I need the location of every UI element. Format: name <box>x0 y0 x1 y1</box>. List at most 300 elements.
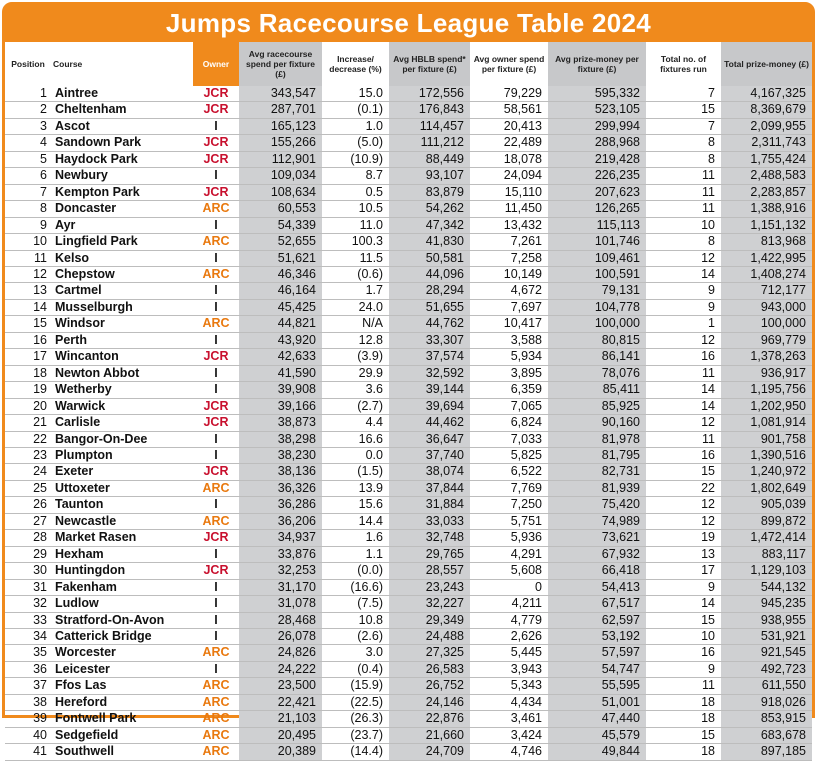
cell-increase: 0.0 <box>322 447 389 463</box>
cell-course: Ludlow <box>51 596 193 612</box>
cell-owner: JCR <box>193 563 239 579</box>
cell-hblb: 26,752 <box>389 678 470 694</box>
cell-owner-spend: 13,432 <box>470 217 548 233</box>
cell-fixtures: 15 <box>646 727 721 743</box>
cell-position: 8 <box>5 201 51 217</box>
cell-owner-spend: 5,445 <box>470 645 548 661</box>
cell-prize: 86,141 <box>548 349 646 365</box>
cell-increase: 15.6 <box>322 497 389 513</box>
cell-increase: 24.0 <box>322 299 389 315</box>
cell-total-prize: 897,185 <box>721 744 812 760</box>
cell-fixtures: 18 <box>646 744 721 760</box>
cell-course: Aintree <box>51 86 193 102</box>
cell-owner-spend: 6,522 <box>470 464 548 480</box>
cell-course: Hexham <box>51 546 193 562</box>
cell-total-prize: 1,195,756 <box>721 382 812 398</box>
cell-hblb: 32,748 <box>389 530 470 546</box>
table-row <box>5 266 812 282</box>
cell-owner: JCR <box>193 415 239 431</box>
cell-position: 24 <box>5 464 51 480</box>
cell-total-prize: 8,369,679 <box>721 102 812 118</box>
cell-fixtures: 13 <box>646 546 721 562</box>
cell-position: 38 <box>5 694 51 710</box>
cell-owner: I <box>193 546 239 562</box>
cell-course: Wincanton <box>51 349 193 365</box>
table-row <box>5 86 812 102</box>
cell-fixtures: 15 <box>646 464 721 480</box>
cell-owner-spend: 7,033 <box>470 431 548 447</box>
cell-total-prize: 1,390,516 <box>721 447 812 463</box>
cell-increase: (7.5) <box>322 596 389 612</box>
cell-increase: 16.6 <box>322 431 389 447</box>
cell-position: 32 <box>5 596 51 612</box>
cell-course: Haydock Park <box>51 151 193 167</box>
table-row <box>5 612 812 628</box>
table-row <box>5 464 812 480</box>
cell-course: Leicester <box>51 661 193 677</box>
cell-owner: I <box>193 250 239 266</box>
cell-course: Newcastle <box>51 513 193 529</box>
cell-position: 19 <box>5 382 51 398</box>
cell-fixtures: 9 <box>646 283 721 299</box>
cell-prize: 100,000 <box>548 316 646 332</box>
cell-increase: (0.6) <box>322 266 389 282</box>
cell-fixtures: 11 <box>646 201 721 217</box>
cell-total-prize: 492,723 <box>721 661 812 677</box>
header-fixtures: Total no. of fixtures run <box>646 42 721 86</box>
cell-course: Musselburgh <box>51 299 193 315</box>
cell-fixtures: 12 <box>646 415 721 431</box>
cell-prize: 57,597 <box>548 645 646 661</box>
cell-position: 23 <box>5 447 51 463</box>
cell-increase: 29.9 <box>322 365 389 381</box>
cell-prize: 104,778 <box>548 299 646 315</box>
cell-total-prize: 969,779 <box>721 332 812 348</box>
cell-owner: ARC <box>193 316 239 332</box>
cell-hblb: 88,449 <box>389 151 470 167</box>
cell-fixtures: 11 <box>646 678 721 694</box>
cell-course: Fontwell Park <box>51 711 193 727</box>
table-row <box>5 563 812 579</box>
table-row <box>5 447 812 463</box>
table-row <box>5 332 812 348</box>
cell-hblb: 54,262 <box>389 201 470 217</box>
cell-avg-spend: 38,136 <box>239 464 322 480</box>
cell-course: Huntingdon <box>51 563 193 579</box>
cell-avg-spend: 20,495 <box>239 727 322 743</box>
header-prize: Avg prize-money per fixture (£) <box>548 42 646 86</box>
cell-course: Market Rasen <box>51 530 193 546</box>
cell-prize: 85,411 <box>548 382 646 398</box>
cell-avg-spend: 41,590 <box>239 365 322 381</box>
cell-course: Perth <box>51 332 193 348</box>
cell-prize: 79,131 <box>548 283 646 299</box>
table-row <box>5 431 812 447</box>
cell-owner: JCR <box>193 530 239 546</box>
table-row <box>5 382 812 398</box>
cell-position: 27 <box>5 513 51 529</box>
cell-fixtures: 7 <box>646 86 721 102</box>
cell-avg-spend: 36,206 <box>239 513 322 529</box>
cell-position: 25 <box>5 480 51 496</box>
cell-owner-spend: 79,229 <box>470 86 548 102</box>
cell-position: 16 <box>5 332 51 348</box>
cell-prize: 81,978 <box>548 431 646 447</box>
cell-increase: 4.4 <box>322 415 389 431</box>
header-position: Position <box>5 42 51 86</box>
cell-position: 7 <box>5 184 51 200</box>
cell-avg-spend: 43,920 <box>239 332 322 348</box>
cell-total-prize: 901,758 <box>721 431 812 447</box>
cell-owner: JCR <box>193 151 239 167</box>
cell-prize: 47,440 <box>548 711 646 727</box>
header-total-prize: Total prize-money (£) <box>721 42 812 86</box>
cell-total-prize: 1,422,995 <box>721 250 812 266</box>
cell-prize: 73,621 <box>548 530 646 546</box>
cell-avg-spend: 34,937 <box>239 530 322 546</box>
header-increase: Increase/ decrease (%) <box>322 42 389 86</box>
table-row <box>5 184 812 200</box>
cell-prize: 78,076 <box>548 365 646 381</box>
cell-prize: 62,597 <box>548 612 646 628</box>
table-body <box>5 86 812 760</box>
cell-course: Hereford <box>51 694 193 710</box>
cell-position: 9 <box>5 217 51 233</box>
cell-total-prize: 2,099,955 <box>721 118 812 134</box>
cell-total-prize: 853,915 <box>721 711 812 727</box>
table-row <box>5 151 812 167</box>
cell-prize: 66,418 <box>548 563 646 579</box>
cell-owner: JCR <box>193 349 239 365</box>
cell-increase: (0.4) <box>322 661 389 677</box>
cell-avg-spend: 165,123 <box>239 118 322 134</box>
cell-hblb: 44,762 <box>389 316 470 332</box>
cell-course: Plumpton <box>51 447 193 463</box>
cell-total-prize: 2,488,583 <box>721 168 812 184</box>
cell-course: Southwell <box>51 744 193 760</box>
cell-course: Wetherby <box>51 382 193 398</box>
cell-position: 39 <box>5 711 51 727</box>
cell-hblb: 83,879 <box>389 184 470 200</box>
cell-total-prize: 1,755,424 <box>721 151 812 167</box>
table-row <box>5 480 812 496</box>
cell-owner: ARC <box>193 678 239 694</box>
cell-prize: 226,235 <box>548 168 646 184</box>
cell-course: Chepstow <box>51 266 193 282</box>
cell-owner: JCR <box>193 184 239 200</box>
cell-hblb: 26,583 <box>389 661 470 677</box>
cell-hblb: 114,457 <box>389 118 470 134</box>
header-avg-spend: Avg racecourse spend per fixture (£) <box>239 42 322 86</box>
cell-avg-spend: 26,078 <box>239 628 322 644</box>
cell-owner: I <box>193 118 239 134</box>
cell-avg-spend: 39,166 <box>239 398 322 414</box>
table-row <box>5 727 812 743</box>
cell-avg-spend: 23,500 <box>239 678 322 694</box>
cell-fixtures: 15 <box>646 612 721 628</box>
cell-fixtures: 16 <box>646 645 721 661</box>
cell-fixtures: 17 <box>646 563 721 579</box>
cell-position: 21 <box>5 415 51 431</box>
cell-course: Kelso <box>51 250 193 266</box>
cell-increase: (2.7) <box>322 398 389 414</box>
table-row <box>5 694 812 710</box>
cell-prize: 82,731 <box>548 464 646 480</box>
cell-position: 22 <box>5 431 51 447</box>
cell-total-prize: 1,240,972 <box>721 464 812 480</box>
cell-avg-spend: 46,164 <box>239 283 322 299</box>
table-row <box>5 135 812 151</box>
cell-avg-spend: 51,621 <box>239 250 322 266</box>
cell-owner: JCR <box>193 102 239 118</box>
cell-total-prize: 544,132 <box>721 579 812 595</box>
cell-owner: ARC <box>193 711 239 727</box>
cell-hblb: 32,227 <box>389 596 470 612</box>
cell-owner: I <box>193 431 239 447</box>
cell-increase: 14.4 <box>322 513 389 529</box>
cell-hblb: 44,096 <box>389 266 470 282</box>
cell-hblb: 22,876 <box>389 711 470 727</box>
cell-course: Kempton Park <box>51 184 193 200</box>
cell-increase: 3.0 <box>322 645 389 661</box>
table-row <box>5 579 812 595</box>
cell-avg-spend: 45,425 <box>239 299 322 315</box>
cell-total-prize: 938,955 <box>721 612 812 628</box>
cell-increase: (1.5) <box>322 464 389 480</box>
table-row <box>5 365 812 381</box>
cell-position: 13 <box>5 283 51 299</box>
cell-owner-spend: 3,461 <box>470 711 548 727</box>
cell-fixtures: 14 <box>646 382 721 398</box>
cell-hblb: 23,243 <box>389 579 470 595</box>
cell-avg-spend: 36,286 <box>239 497 322 513</box>
cell-fixtures: 8 <box>646 135 721 151</box>
cell-avg-spend: 24,826 <box>239 645 322 661</box>
cell-prize: 67,517 <box>548 596 646 612</box>
cell-total-prize: 918,026 <box>721 694 812 710</box>
cell-total-prize: 943,000 <box>721 299 812 315</box>
cell-fixtures: 19 <box>646 530 721 546</box>
cell-fixtures: 11 <box>646 431 721 447</box>
cell-increase: 1.0 <box>322 118 389 134</box>
table-row <box>5 349 812 365</box>
cell-owner: I <box>193 283 239 299</box>
cell-total-prize: 1,202,950 <box>721 398 812 414</box>
cell-fixtures: 12 <box>646 513 721 529</box>
cell-increase: (14.4) <box>322 744 389 760</box>
cell-increase: (26.3) <box>322 711 389 727</box>
cell-owner-spend: 5,608 <box>470 563 548 579</box>
cell-position: 18 <box>5 365 51 381</box>
cell-hblb: 21,660 <box>389 727 470 743</box>
cell-avg-spend: 39,908 <box>239 382 322 398</box>
cell-fixtures: 14 <box>646 266 721 282</box>
cell-course: Catterick Bridge <box>51 628 193 644</box>
cell-owner-spend: 18,078 <box>470 151 548 167</box>
cell-course: Sedgefield <box>51 727 193 743</box>
cell-owner-spend: 4,434 <box>470 694 548 710</box>
table-row <box>5 201 812 217</box>
cell-avg-spend: 46,346 <box>239 266 322 282</box>
table-row <box>5 744 812 760</box>
cell-owner: I <box>193 382 239 398</box>
cell-owner: I <box>193 168 239 184</box>
cell-avg-spend: 21,103 <box>239 711 322 727</box>
cell-avg-spend: 54,339 <box>239 217 322 233</box>
cell-hblb: 41,830 <box>389 234 470 250</box>
cell-position: 37 <box>5 678 51 694</box>
header-owner-spend: Avg owner spend per fixture (£) <box>470 42 548 86</box>
cell-position: 11 <box>5 250 51 266</box>
cell-owner-spend: 7,697 <box>470 299 548 315</box>
cell-position: 6 <box>5 168 51 184</box>
cell-hblb: 32,592 <box>389 365 470 381</box>
cell-fixtures: 16 <box>646 349 721 365</box>
table-row <box>5 645 812 661</box>
cell-owner: ARC <box>193 744 239 760</box>
cell-prize: 595,332 <box>548 86 646 102</box>
header-owner: Owner <box>193 42 239 86</box>
cell-position: 29 <box>5 546 51 562</box>
cell-owner-spend: 4,779 <box>470 612 548 628</box>
cell-total-prize: 4,167,325 <box>721 86 812 102</box>
cell-position: 17 <box>5 349 51 365</box>
cell-prize: 288,968 <box>548 135 646 151</box>
cell-hblb: 176,843 <box>389 102 470 118</box>
cell-avg-spend: 32,253 <box>239 563 322 579</box>
cell-owner-spend: 24,094 <box>470 168 548 184</box>
cell-fixtures: 10 <box>646 217 721 233</box>
cell-avg-spend: 38,873 <box>239 415 322 431</box>
cell-position: 34 <box>5 628 51 644</box>
cell-increase: (3.9) <box>322 349 389 365</box>
header-row <box>5 42 812 86</box>
cell-total-prize: 899,872 <box>721 513 812 529</box>
cell-fixtures: 14 <box>646 596 721 612</box>
cell-position: 4 <box>5 135 51 151</box>
cell-fixtures: 16 <box>646 447 721 463</box>
header-course: Course <box>51 42 193 86</box>
table-row <box>5 398 812 414</box>
table-row <box>5 102 812 118</box>
cell-owner-spend: 3,895 <box>470 365 548 381</box>
table-row <box>5 678 812 694</box>
cell-owner: JCR <box>193 398 239 414</box>
cell-fixtures: 8 <box>646 234 721 250</box>
cell-hblb: 93,107 <box>389 168 470 184</box>
cell-increase: 12.8 <box>322 332 389 348</box>
table-row <box>5 168 812 184</box>
cell-avg-spend: 60,553 <box>239 201 322 217</box>
cell-course: Ffos Las <box>51 678 193 694</box>
cell-prize: 81,939 <box>548 480 646 496</box>
cell-hblb: 37,740 <box>389 447 470 463</box>
cell-owner: I <box>193 447 239 463</box>
cell-owner-spend: 10,417 <box>470 316 548 332</box>
cell-increase: (16.6) <box>322 579 389 595</box>
cell-hblb: 36,647 <box>389 431 470 447</box>
cell-hblb: 38,074 <box>389 464 470 480</box>
cell-avg-spend: 28,468 <box>239 612 322 628</box>
table-row <box>5 316 812 332</box>
cell-total-prize: 813,968 <box>721 234 812 250</box>
cell-course: Worcester <box>51 645 193 661</box>
cell-owner: JCR <box>193 135 239 151</box>
cell-hblb: 31,884 <box>389 497 470 513</box>
cell-increase: 15.0 <box>322 86 389 102</box>
cell-owner: ARC <box>193 513 239 529</box>
cell-owner: I <box>193 579 239 595</box>
cell-fixtures: 12 <box>646 250 721 266</box>
cell-hblb: 51,655 <box>389 299 470 315</box>
table-row <box>5 234 812 250</box>
cell-increase: 3.6 <box>322 382 389 398</box>
cell-owner-spend: 6,359 <box>470 382 548 398</box>
cell-position: 28 <box>5 530 51 546</box>
cell-owner-spend: 4,291 <box>470 546 548 562</box>
table-row <box>5 596 812 612</box>
cell-hblb: 39,694 <box>389 398 470 414</box>
cell-avg-spend: 44,821 <box>239 316 322 332</box>
cell-prize: 81,795 <box>548 447 646 463</box>
cell-hblb: 24,488 <box>389 628 470 644</box>
cell-total-prize: 1,472,414 <box>721 530 812 546</box>
cell-fixtures: 22 <box>646 480 721 496</box>
cell-fixtures: 9 <box>646 661 721 677</box>
cell-owner: I <box>193 217 239 233</box>
cell-hblb: 39,144 <box>389 382 470 398</box>
cell-owner: ARC <box>193 480 239 496</box>
cell-fixtures: 12 <box>646 332 721 348</box>
cell-prize: 207,623 <box>548 184 646 200</box>
cell-position: 12 <box>5 266 51 282</box>
cell-position: 10 <box>5 234 51 250</box>
cell-owner: I <box>193 596 239 612</box>
cell-position: 1 <box>5 86 51 102</box>
cell-position: 3 <box>5 118 51 134</box>
cell-course: Ascot <box>51 118 193 134</box>
cell-prize: 74,989 <box>548 513 646 529</box>
cell-owner-spend: 11,450 <box>470 201 548 217</box>
cell-increase: 11.5 <box>322 250 389 266</box>
cell-position: 26 <box>5 497 51 513</box>
cell-avg-spend: 109,034 <box>239 168 322 184</box>
cell-owner-spend: 3,588 <box>470 332 548 348</box>
cell-total-prize: 1,388,916 <box>721 201 812 217</box>
cell-prize: 299,994 <box>548 118 646 134</box>
cell-total-prize: 683,678 <box>721 727 812 743</box>
cell-avg-spend: 24,222 <box>239 661 322 677</box>
cell-total-prize: 1,378,263 <box>721 349 812 365</box>
cell-owner: ARC <box>193 234 239 250</box>
league-table <box>5 42 812 761</box>
cell-owner: I <box>193 365 239 381</box>
cell-fixtures: 12 <box>646 497 721 513</box>
cell-prize: 90,160 <box>548 415 646 431</box>
cell-owner-spend: 10,149 <box>470 266 548 282</box>
cell-total-prize: 1,151,132 <box>721 217 812 233</box>
cell-owner: JCR <box>193 464 239 480</box>
cell-avg-spend: 38,298 <box>239 431 322 447</box>
cell-increase: 13.9 <box>322 480 389 496</box>
cell-fixtures: 14 <box>646 398 721 414</box>
cell-increase: (23.7) <box>322 727 389 743</box>
cell-increase: 10.8 <box>322 612 389 628</box>
cell-owner-spend: 7,250 <box>470 497 548 513</box>
cell-course: Warwick <box>51 398 193 414</box>
cell-owner: I <box>193 661 239 677</box>
cell-hblb: 28,294 <box>389 283 470 299</box>
